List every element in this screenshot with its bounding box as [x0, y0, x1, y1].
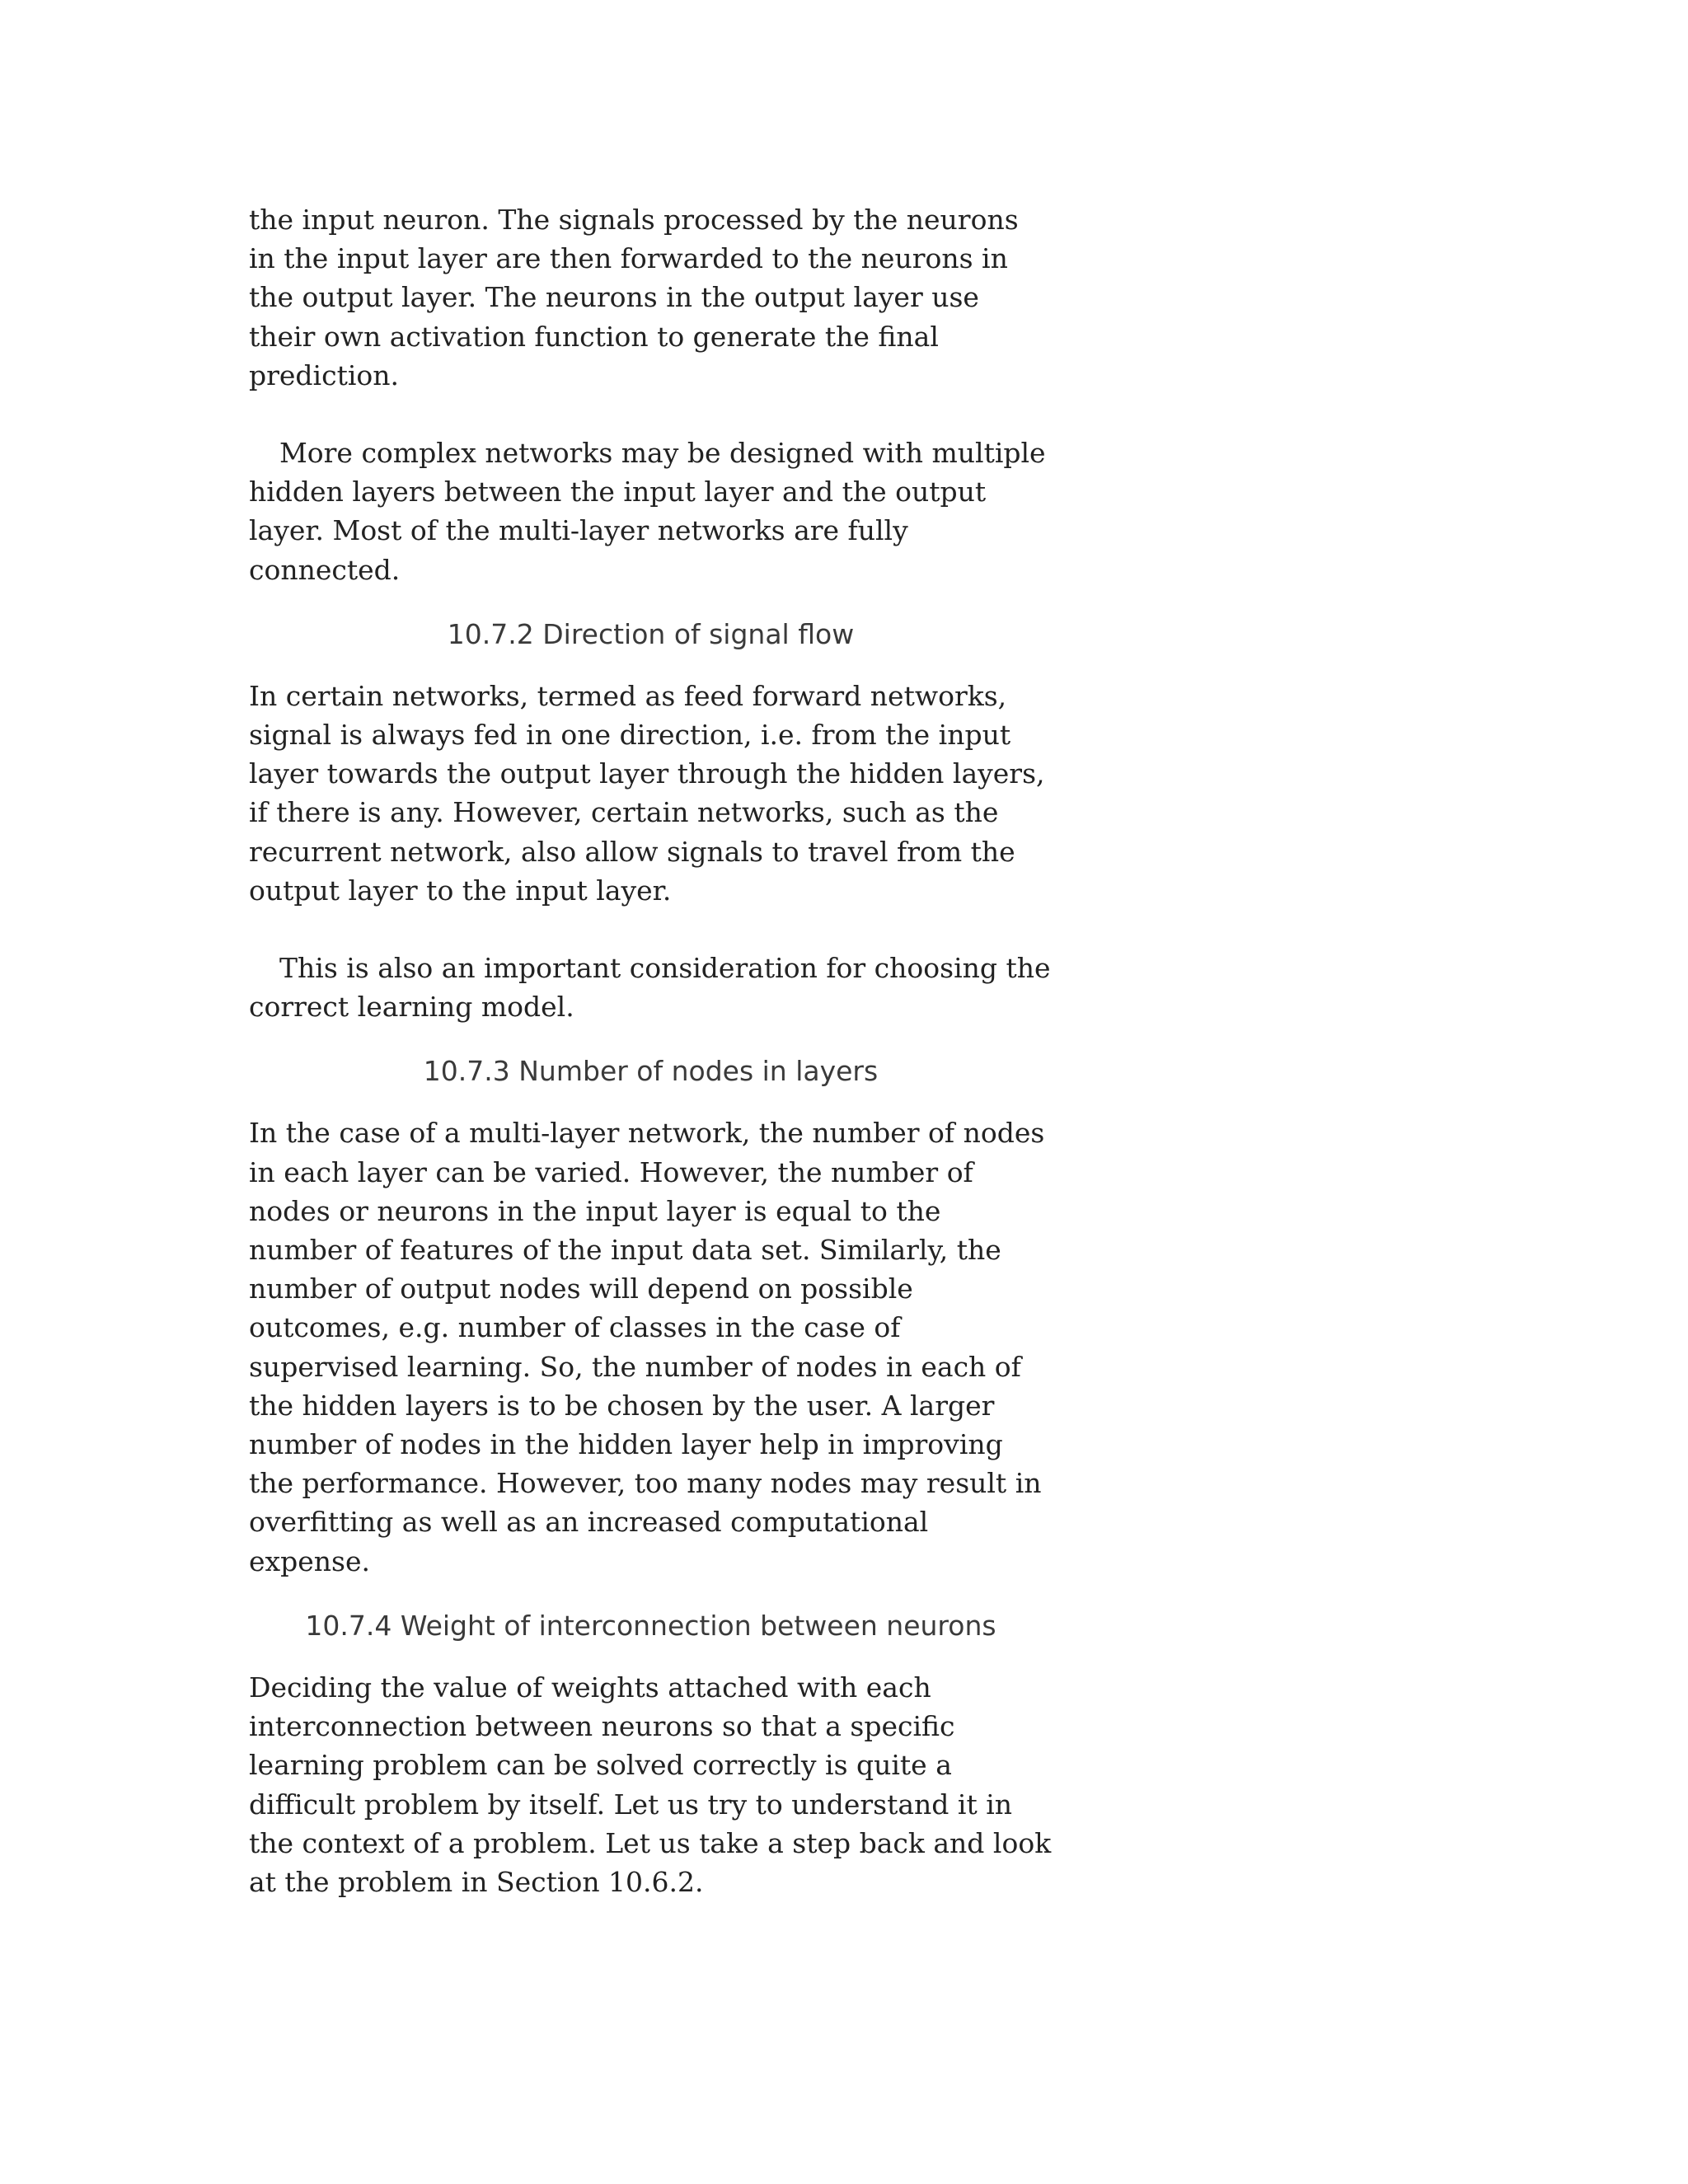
paragraph-feed-forward: In certain networks, termed as feed forward networks, signal is always fed in one direction, i.e. from the input layer towards the output layer through the hidden layers, if there is any. However, certain networks, such as the recurrent network, also allow signals to travel from the output layer to the input layer.: [249, 679, 1045, 907]
section-heading-signal-flow: 10.7.2 Direction of signal flow: [447, 617, 855, 650]
text-column: [249, 200, 1053, 1901]
paragraph-input-layer: the input neuron. The signals processed by the neurons in the input layer are then forwarded to the neurons in the output layer. The neurons in the output layer use their own activation function to generate the final prediction.: [249, 204, 1019, 391]
paragraph-deciding-weights: Deciding the value of weights attached with each interconnection between neurons so that a specific learning problem can be solved correctly is quite a difficult problem by itself. Let us try to understand it in the context of a problem. Let us take a step back and look at the problem in Section 10.6.2.: [249, 1671, 1052, 1898]
paragraph-multiple-hidden-layers: More complex networks may be designed with multiple hidden layers between the input layer and the output layer. Most of the multi-layer networks are fully connected.: [249, 437, 1046, 586]
paragraph-nodes-in-layers: In the case of a multi-layer network, the number of nodes in each layer can be varied. However, the number of nodes or neurons in the input layer is equal to the number of features of the input data set. Similarly, the number of output nodes will depend on possible outcomes, e.g. number of classes in the case of supervised learning. So, the number of nodes in each of the hidden layers is to be chosen by the user. A larger number of nodes in the hidden layer help in improving the performance. However, too many nodes may result in overfitting as well as an increased computational expense.: [249, 1117, 1045, 1577]
paragraph-consideration: This is also an important consideration for choosing the correct learning model.: [249, 952, 1051, 1024]
section-heading-number-of-nodes: 10.7.3 Number of nodes in layers: [423, 1055, 879, 1088]
section-heading-weight-of-interconnection: 10.7.4 Weight of interconnection between neurons: [305, 1609, 996, 1642]
